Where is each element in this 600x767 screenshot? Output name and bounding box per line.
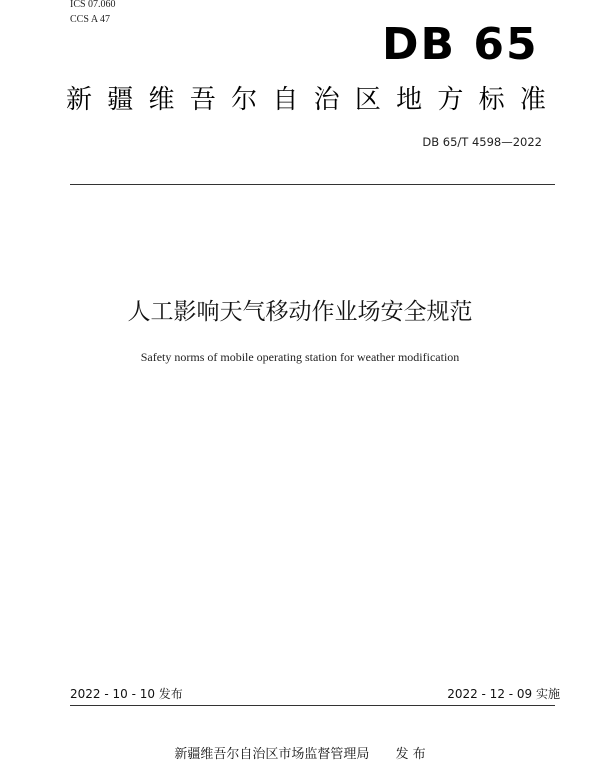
standard-type-char: 吾: [189, 85, 216, 115]
standard-type-char: 标: [478, 85, 505, 115]
classification-codes: [70, 0, 116, 27]
standard-type-char: 地: [396, 85, 423, 115]
standard-type-char: 自: [272, 85, 299, 115]
document-title-chinese: 人工影响天气移动作业场安全规范: [127, 299, 473, 325]
standard-type-char: 区: [354, 85, 381, 115]
standard-type-char: 准: [519, 85, 546, 115]
standard-type-heading: [66, 84, 546, 116]
standard-type-char: 新: [66, 85, 93, 115]
header-divider: [70, 184, 555, 185]
ics-code: ICS 07.060: [70, 0, 116, 10]
standard-type-char: 尔: [231, 85, 258, 115]
issuing-authority: [0, 746, 600, 764]
footer-divider: [70, 705, 555, 706]
standard-type-char: 治: [313, 85, 340, 115]
issuer-name: 新疆维吾尔自治区市场监督管理局: [174, 747, 370, 762]
issue-date: 2022 - 10 - 10 发布: [70, 687, 183, 701]
standard-type-char: 方: [437, 85, 464, 115]
standard-type-char: 疆: [107, 85, 134, 115]
issuer-action: 发 布: [395, 747, 426, 762]
db-logo: DB 65: [382, 19, 539, 70]
ccs-code: CCS A 47: [70, 14, 111, 25]
document-title-english: Safety norms of mobile operating station for weather modification: [140, 350, 460, 364]
implementation-date: 2022 - 12 - 09 实施: [447, 687, 560, 701]
standard-number: DB 65/T 4598—2022: [422, 135, 542, 149]
standard-type-char: 维: [148, 85, 175, 115]
